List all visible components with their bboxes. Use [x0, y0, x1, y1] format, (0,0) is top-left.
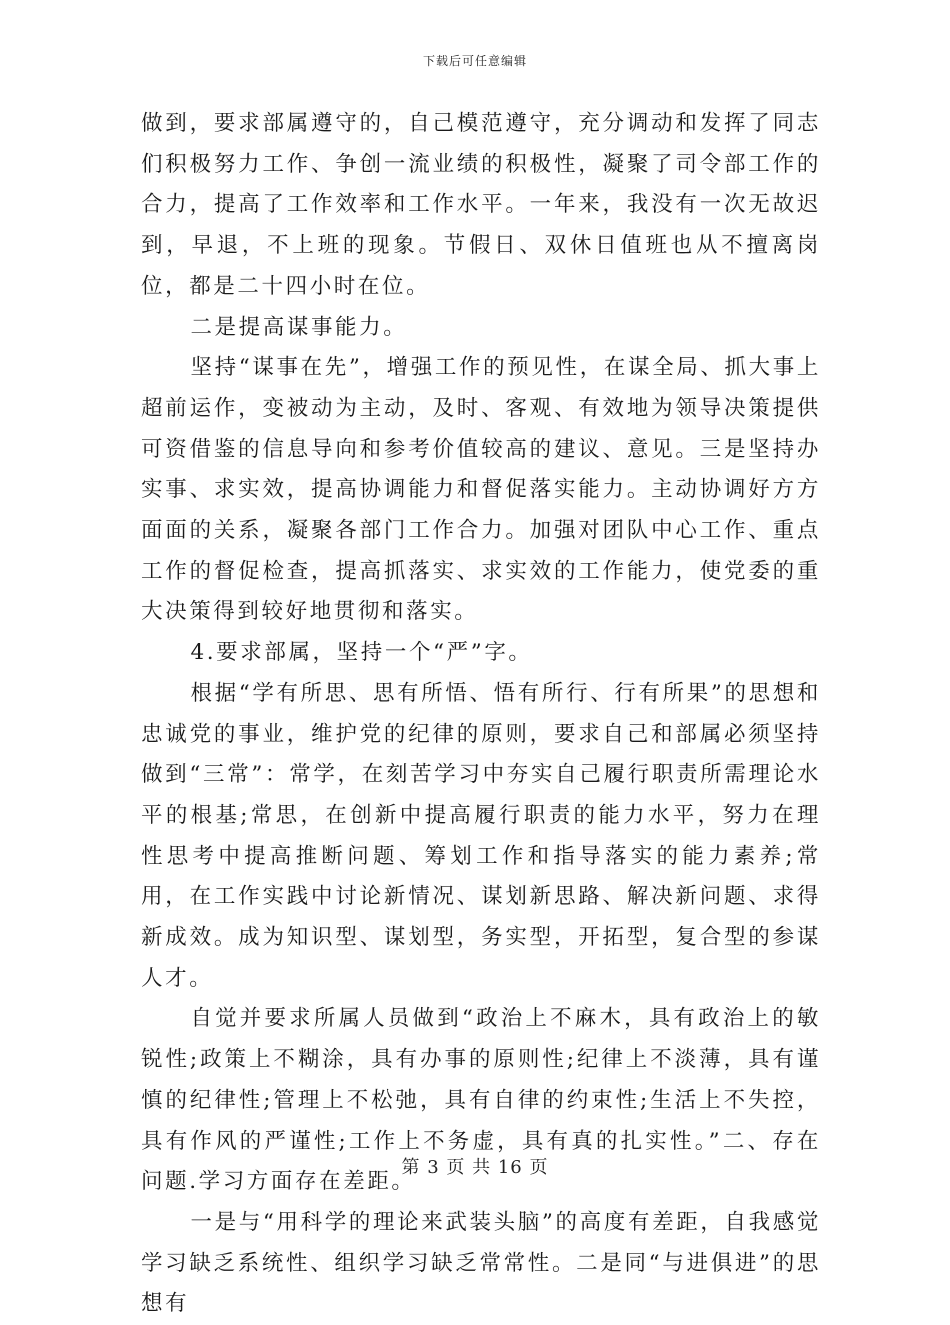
paragraph-2: 二是提高谋事能力。: [190, 314, 408, 340]
paragraph-7: 一是与“用科学的理论来武装头脑”的高度有差距，自我感觉学习缺乏系统性、组织学习缺乏常常性。二是同“与进俱进”的思想有: [141, 1209, 821, 1317]
page-footer: 第 3 页 共 16 页: [401, 1157, 549, 1178]
page-header: 下载后可任意编辑: [422, 54, 527, 68]
paragraph-6: 自觉并要求所属人员做到“政治上不麻木，具有政治上的敏锐性;政策上不糊涂，具有办事的原则性;纪律上不淡薄，具有谨慎的纪律性;管理上不松弛，具有自律的约束性;生活上不失控，具有作风的严谨性;工作上不务虚，具有真的扎实性。”二、存在问题.学习方面存在差距。: [141, 1006, 821, 1195]
paragraph-1: 做到，要求部属遵守的，自己模范遵守，充分调动和发挥了同志们积极努力工作、争创一流业绩的积极性，凝聚了司令部工作的合力，提高了工作效率和工作水平。一年来，我没有一次无故迟到，早退，不上班的现象。节假日、双休日值班也从不擅离岗位，都是二十四小时在位。: [141, 111, 821, 299]
paragraph-5: 根据“学有所思、思有所悟、悟有所行、行有所果”的思想和忠诚党的事业，维护党的纪律的原则，要求自己和部属必须坚持做到“三常”：常学，在刻苦学习中夯实自己履行职责所需理论水平的根基;常思，在创新中提高履行职责的能力水平，努力在理性思考中提高推断问题、筹划工作和指导落实的能力素养;常用，在工作实践中讨论新情况、谋划新思路、解决新问题、求得新成效。成为知识型、谋划型，务实型，开拓型，复合型的参谋人才。: [141, 680, 821, 991]
document-body: [141, 104, 821, 1325]
paragraph-3: 坚持“谋事在先”，增强工作的预见性，在谋全局、抓大事上超前运作，变被动为主动，及时、客观、有效地为领导决策提供可资借鉴的信息导向和参考价值较高的建议、意见。三是坚持办实事、求实效，提高协调能力和督促落实能力。主动协调好方方面面的关系，凝聚各部门工作合力。加强对团队中心工作、重点工作的督促检查，提高抓落实、求实效的工作能力，使党委的重大决策得到较好地贯彻和落实。: [141, 355, 821, 625]
paragraph-4: 4.要求部属，坚持一个“严”字。: [190, 640, 533, 666]
